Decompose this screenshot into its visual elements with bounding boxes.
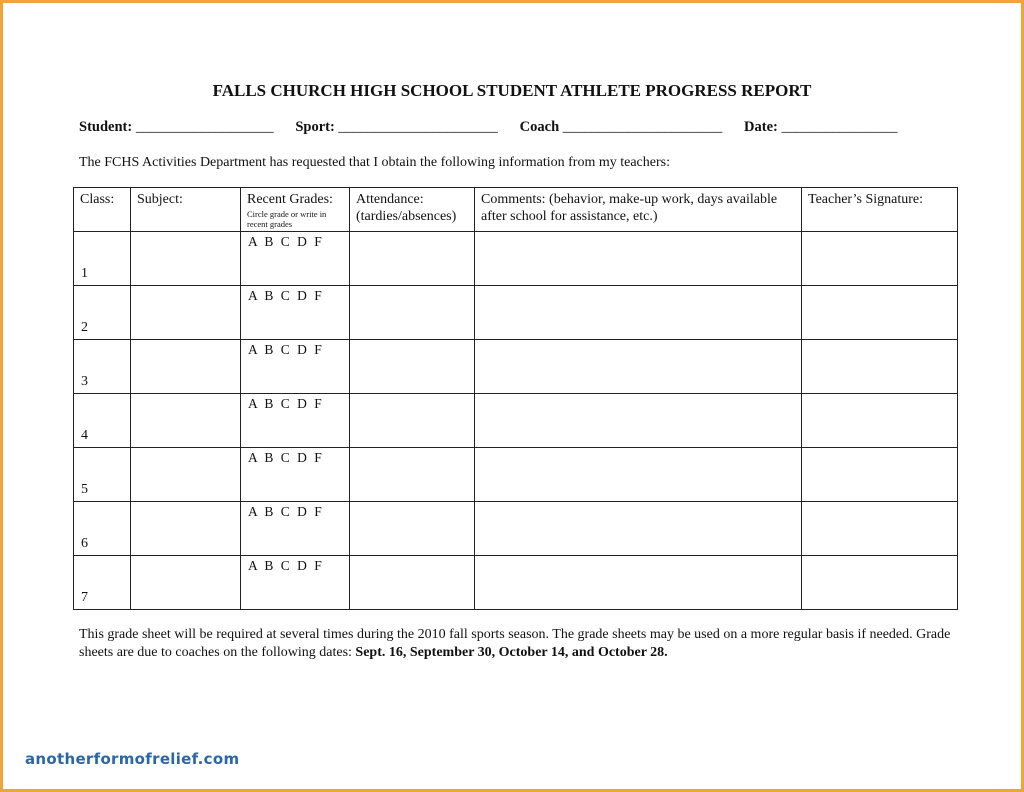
sport-label: Sport: [295, 119, 335, 135]
grade-options[interactable]: A B C D F [248, 288, 324, 303]
intro-text: The FCHS Activities Department has requested that I obtain the following information from my teachers: [79, 155, 670, 170]
grades-cell[interactable] [241, 232, 350, 286]
header-grades-label: Recent Grades: [247, 192, 333, 207]
attendance-cell[interactable] [350, 340, 475, 394]
grade-options[interactable]: A B C D F [248, 450, 324, 465]
footer-note [79, 626, 969, 662]
grade-options[interactable]: A B C D F [248, 342, 324, 357]
subject-cell[interactable] [131, 286, 241, 340]
grades-cell[interactable] [241, 286, 350, 340]
class-number: 5 [81, 482, 88, 497]
student-label: Student: [79, 119, 133, 135]
attendance-cell[interactable] [350, 502, 475, 556]
grades-cell[interactable] [241, 448, 350, 502]
grades-cell[interactable] [241, 340, 350, 394]
signature-cell[interactable] [802, 556, 958, 610]
class-cell [74, 502, 131, 556]
table-row [74, 394, 958, 448]
class-cell [74, 232, 131, 286]
signature-cell[interactable] [802, 502, 958, 556]
grades-cell[interactable] [241, 556, 350, 610]
comments-cell[interactable] [475, 340, 802, 394]
header-class: Class: [74, 188, 131, 232]
signature-cell[interactable] [802, 394, 958, 448]
coach-field[interactable]: ______________________ [562, 119, 723, 135]
grades-cell[interactable] [241, 502, 350, 556]
class-number: 4 [81, 428, 88, 443]
grade-options[interactable]: A B C D F [248, 396, 324, 411]
signature-cell[interactable] [802, 286, 958, 340]
comments-cell[interactable] [475, 232, 802, 286]
attendance-cell[interactable] [350, 286, 475, 340]
table-row [74, 448, 958, 502]
subject-cell[interactable] [131, 502, 241, 556]
class-number: 1 [81, 266, 88, 281]
class-cell [74, 340, 131, 394]
student-info-line [79, 119, 897, 136]
class-number: 7 [81, 590, 88, 605]
table-row [74, 556, 958, 610]
attendance-cell[interactable] [350, 448, 475, 502]
class-cell [74, 556, 131, 610]
class-cell [74, 448, 131, 502]
comments-cell[interactable] [475, 394, 802, 448]
page-title: FALLS CHURCH HIGH SCHOOL STUDENT ATHLETE PROGRESS REPORT [212, 81, 812, 100]
subject-cell[interactable] [131, 556, 241, 610]
signature-cell[interactable] [802, 448, 958, 502]
subject-cell[interactable] [131, 232, 241, 286]
class-cell [74, 286, 131, 340]
watermark: anotherformofrelief.com [25, 750, 240, 768]
attendance-cell[interactable] [350, 232, 475, 286]
comments-cell[interactable] [475, 286, 802, 340]
grade-options[interactable]: A B C D F [248, 234, 324, 249]
class-number: 3 [81, 374, 88, 389]
attendance-cell[interactable] [350, 556, 475, 610]
sport-field[interactable]: ______________________ [338, 119, 498, 135]
date-field[interactable]: ________________ [781, 119, 898, 135]
table-row [74, 340, 958, 394]
grade-options[interactable]: A B C D F [248, 558, 324, 573]
student-field[interactable]: ___________________ [135, 119, 274, 135]
comments-cell[interactable] [475, 448, 802, 502]
footer-dates: Sept. 16, September 30, October 14, and October 28. [355, 645, 668, 660]
header-attendance: Attendance: (tardies/absences) [350, 188, 475, 232]
grades-table [73, 187, 958, 610]
table-header-row [74, 188, 958, 232]
signature-cell[interactable] [802, 232, 958, 286]
table-row [74, 232, 958, 286]
class-number: 2 [81, 320, 88, 335]
table-row [74, 502, 958, 556]
subject-cell[interactable] [131, 448, 241, 502]
comments-cell[interactable] [475, 556, 802, 610]
subject-cell[interactable] [131, 340, 241, 394]
date-label: Date: [744, 119, 778, 135]
table-row [74, 286, 958, 340]
signature-cell[interactable] [802, 340, 958, 394]
header-grades-note: Circle grade or write in recent grades [247, 209, 327, 229]
class-cell [74, 394, 131, 448]
attendance-cell[interactable] [350, 394, 475, 448]
comments-cell[interactable] [475, 502, 802, 556]
grades-cell[interactable] [241, 394, 350, 448]
coach-label: Coach [519, 119, 560, 135]
header-comments: Comments: (behavior, make-up work, days available after school for assistance, etc.) [475, 188, 802, 232]
footer-text: This grade sheet will be required at several times during the 2010 fall sports season. The grade sheets may be used on a more regular basis if needed. Grade sheets are due to coaches on the following dates: [79, 627, 951, 660]
header-signature: Teacher’s Signature: [802, 188, 958, 232]
grade-options[interactable]: A B C D F [248, 504, 324, 519]
class-number: 6 [81, 536, 88, 551]
subject-cell[interactable] [131, 394, 241, 448]
header-subject: Subject: [131, 188, 241, 232]
header-grades [241, 188, 350, 232]
